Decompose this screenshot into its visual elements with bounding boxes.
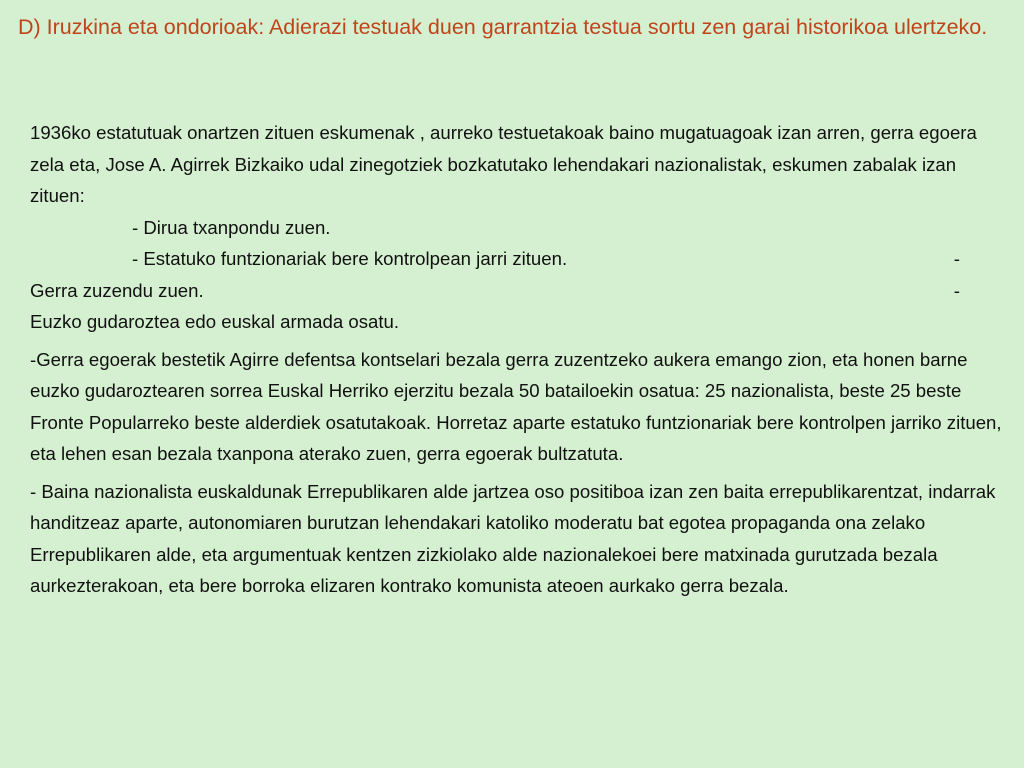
paragraph-republic-support: - Baina nazionalista euskaldunak Errepublikaren alde jartzea oso positiboa izan zen baita errepublikarentzat, indarrak handitzeaz aparte, autonomiaren burutzan lehendakari katoliko moderatu bat egotea propaganda ona zelako Errepublikaren alde, eta argumentuak kentzen zizkiolako alde nazionalekoei bere matxinada gurutzada bezala aurkezterakoan, eta bere borroka elizaren kontrako komunista ateoen aurkako gerra bezala. xyxy=(30,480,996,596)
competences-intro: 1936ko estatutuak onartzen zituen eskumenak , aurreko testuetakoak baino mugatuagoak izan arren, gerra egoera zela eta, Jose A. Agirrek Bizkaiko udal zinegotziek bozkatutako lehendakari nazionalistak, eskumen zabalak izan zituen: xyxy=(30,122,977,206)
competence-item-officials: - Estatuko funtzionariak bere kontrolpean jarri zituen. xyxy=(132,248,568,269)
competence-item-money: - Dirua txanpondu zuen. xyxy=(132,216,331,238)
slide-body xyxy=(30,117,1015,602)
competence-row-war xyxy=(30,275,1015,307)
slide-title: D) Iruzkina eta ondorioak: Adierazi testuak duen garrantzia testua sortu zen garai historikoa ulertzeko. xyxy=(18,15,988,39)
competence-item-war: Gerra zuzendu zuen. xyxy=(30,279,204,301)
paragraph-war-situation: -Gerra egoerak bestetik Agirre defentsa kontselari bezala gerra zuzentzeko aukera emango zion, eta honen barne euzko gudaroztearen sorrea Euskal Herriko ejerzitu bezala 50 batailoekin osatua: 25 nazionalista, beste 25 beste Fronte Popularreko beste alderdiek osatutakoak. Horretaz aparte estatuko funtzionariak bere kontrolpen jarriko zituen, eta lehen esan bezala txanpona aterako zuen, gerra egoerak bultzatuta. xyxy=(30,348,1002,464)
competence-row-officials xyxy=(30,243,1015,275)
row-trailing-dash: - xyxy=(953,279,960,301)
row-trailing-dash: - xyxy=(953,248,960,269)
competence-item-army: Euzko gudaroztea edo euskal armada osatu. xyxy=(30,311,400,332)
paragraph-competences xyxy=(30,117,1015,338)
